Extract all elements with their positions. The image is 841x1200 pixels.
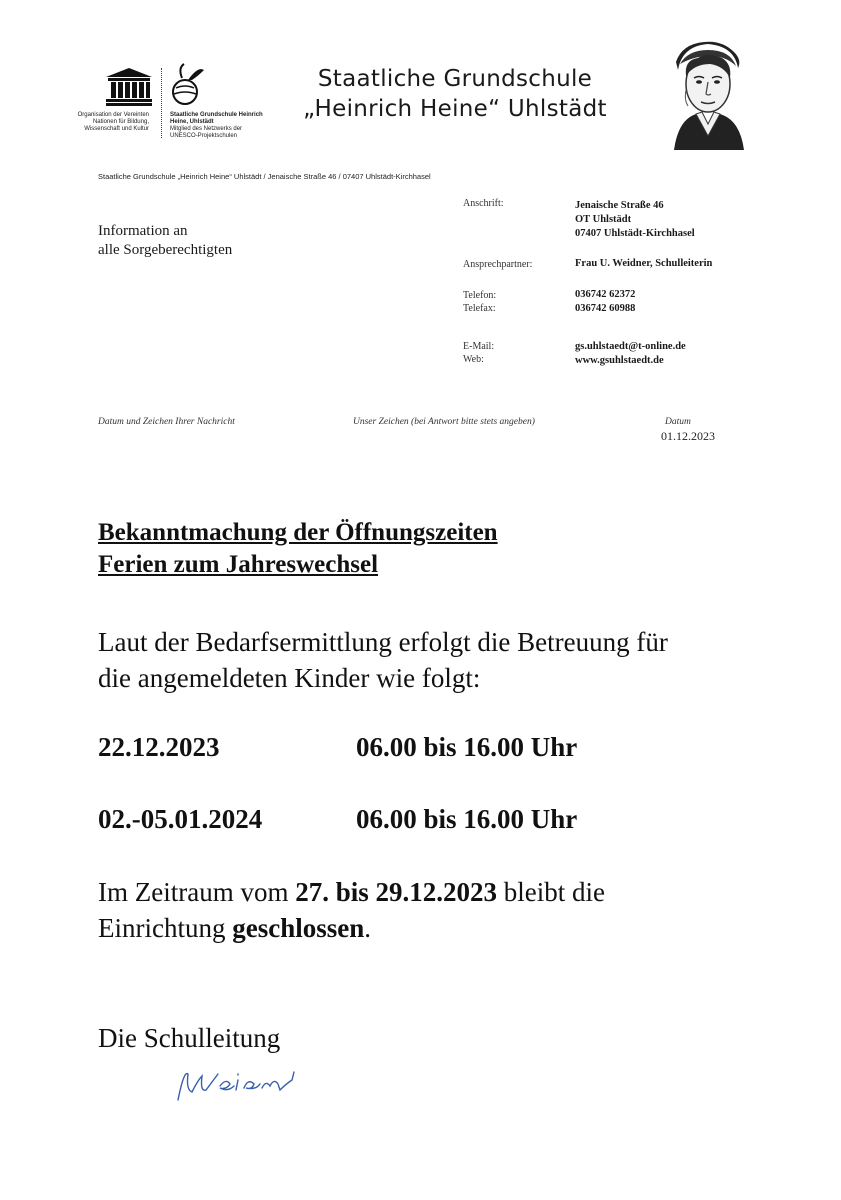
address-line3: 07407 Uhlstädt-Kirchhasel [575, 228, 695, 239]
heinrich-heine-portrait [664, 40, 752, 150]
closure-notice [98, 874, 798, 946]
sender-address-line: Staatliche Grundschule „Heinrich Heine“ Uhlstädt / Jenaische Straße 46 / 07407 Uhlstädt-Kirchhasel [98, 172, 431, 181]
intro-paragraph [98, 624, 798, 696]
school-title-line1: Staatliche Grundschule [317, 66, 593, 92]
intro-line1: Laut der Bedarfsermittlung erfolgt die Betreuung für [98, 627, 668, 657]
closure-mid-text: bleibt die [496, 877, 605, 907]
fax-value: 036742 60988 [575, 303, 636, 314]
network-member-text: Mitglied des Netzwerks der UNESCO-Projektschulen [170, 126, 243, 139]
network-school-name: Staatliche Grundschule Heinrich Heine, Uhlstädt [170, 112, 263, 125]
our-reference-label: Unser Zeichen (bei Antwort bitte stets angeben) [353, 417, 535, 427]
phone-label: Telefon: [463, 290, 497, 301]
school-title-line2: „Heinrich Heine“ Uhlstädt [303, 96, 607, 122]
contact-person: Frau U. Weidner, Schulleiterin [575, 258, 713, 269]
unesco-organisation-text: Organisation der Vereinten Nationen für Bildung, Wissenschaft und Kultur [77, 112, 149, 132]
address-line1: Jenaische Straße 46 [575, 200, 664, 211]
heading-line1: Bekanntmachung der Öffnungszeiten [98, 519, 498, 546]
school-title [250, 64, 660, 124]
contact-label: Ansprechpartner: [463, 259, 533, 270]
schedule-date-1: 22.12.2023 [98, 732, 220, 762]
logo-separator [161, 68, 162, 138]
email-label: E-Mail: [463, 341, 495, 352]
date-label: Datum [665, 417, 691, 427]
web-label: Web: [463, 354, 484, 365]
schedule-time-1: 06.00 bis 16.00 Uhr [356, 732, 578, 762]
closure-date-range: 27. bis 29.12.2023 [295, 877, 497, 907]
address-line2: OT Uhlstädt [575, 214, 632, 225]
closure-line2 [98, 910, 798, 946]
your-reference-label: Datum und Zeichen Ihrer Nachricht [98, 417, 235, 427]
date-value: 01.12.2023 [661, 429, 715, 443]
schedule-time-2: 06.00 bis 16.00 Uhr [356, 804, 578, 834]
handwritten-signature [170, 1060, 320, 1110]
recipient-line1: Information an [98, 223, 188, 239]
closure-line2-pre: Einrichtung [98, 913, 233, 943]
signoff: Die Schulleitung [98, 1023, 281, 1053]
phone-value: 036742 62372 [575, 289, 636, 300]
address-label: Anschrift: [463, 198, 504, 209]
closure-pre-text: Im Zeitraum vom [98, 877, 296, 907]
web-value[interactable]: www.gsuhlstaedt.de [575, 355, 664, 366]
recipient-line2: alle Sorgeberechtigten [98, 242, 233, 258]
closure-keyword: geschlossen [232, 913, 365, 943]
intro-line2: die angemeldeten Kinder wie folgt: [98, 663, 481, 693]
school-emblem-icon [168, 62, 208, 110]
recipient-block [98, 222, 232, 260]
unesco-temple-icon [106, 68, 152, 106]
heading-line2: Ferien zum Jahreswechsel [98, 551, 379, 578]
announcement-heading [98, 517, 498, 581]
closure-end: . [364, 913, 371, 943]
fax-label: Telefax: [463, 303, 496, 314]
email-value[interactable]: gs.uhlstaedt@t-online.de [575, 341, 686, 352]
schedule-date-2: 02.-05.01.2024 [98, 804, 263, 834]
closure-line1 [98, 874, 798, 910]
